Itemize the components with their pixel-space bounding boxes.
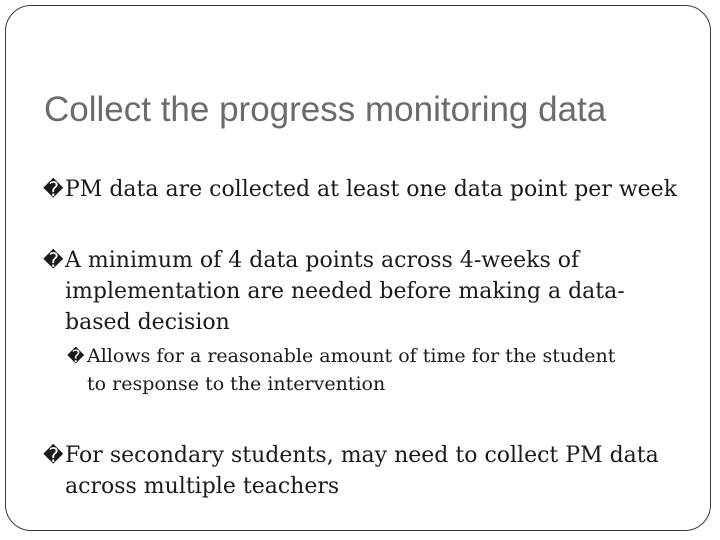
bullet-3 [43,440,659,502]
bullet-marker-icon: � [67,347,85,367]
slide [5,5,711,531]
slide-title: Collect the progress monitoring data [44,90,607,129]
bullet-marker-icon: � [43,443,64,467]
bullet-2-line-3: based decision [65,310,230,335]
bullet-1 [43,174,677,205]
sub-bullet-2-1 [67,343,615,398]
bullet-2 [43,245,625,338]
bullet-2-line-1: A minimum of 4 data points across 4-weeks of [65,248,580,273]
bullet-2-line-2: implementation are needed before making a data- [65,279,625,304]
bullet-marker-icon: � [43,248,64,272]
bullet-1-line-1: PM data are collected at least one data point per week [65,177,678,202]
bullet-marker-icon: � [43,177,64,201]
sub-bullet-line-2: to response to the intervention [87,373,386,395]
bullet-3-line-1: For secondary students, may need to collect PM data [65,443,659,468]
bullet-3-line-2: across multiple teachers [65,474,340,499]
sub-bullet-line-1: Allows for a reasonable amount of time for the student [87,345,616,367]
